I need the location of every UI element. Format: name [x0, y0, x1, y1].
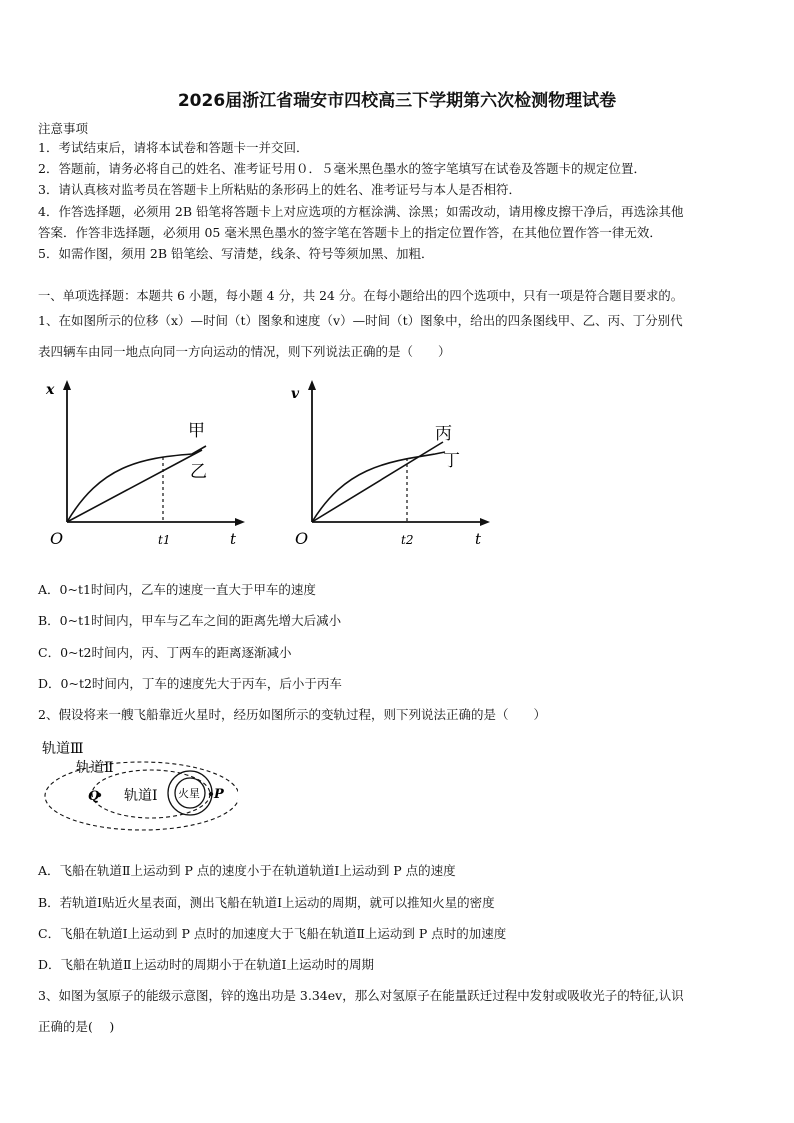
curve-ding: [312, 452, 445, 522]
origin-label: O: [295, 529, 309, 548]
notice-item: 3．请认真核对监考员在答题卡上所粘贴的条形码上的姓名、准考证号与本人是否相符．: [38, 182, 521, 197]
notice-item: 答案．作答非选择题，必须用 05 毫米黑色墨水的签字笔在答题卡上的指定位置作答，在其他位置作答一律无效．: [38, 225, 662, 240]
question-3-stem: 正确的是( ): [38, 1019, 115, 1034]
option-a: A．0~t1时间内，乙车的速度一直大于甲车的速度: [38, 582, 316, 597]
question-2-stem: 2、假设将来一艘飞船靠近火星时，经历如图所示的变轨过程，则下列说法正确的是（ ）: [38, 707, 546, 722]
orbit-diagram: [38, 736, 238, 836]
curve-bing-label: 丙: [435, 424, 452, 444]
option-b: B．若轨道Ⅰ贴近火星表面，测出飞船在轨道Ⅰ上运动的周期，就可以推知火星的密度: [38, 895, 495, 910]
t2-label: t2: [401, 533, 414, 547]
notice-heading: 注意事项: [38, 121, 89, 136]
xt-graph: [40, 374, 250, 554]
option-d: D．0~t2时间内，丁车的速度先大于丙车，后小于丙车: [38, 676, 342, 691]
option-b: B．0~t1时间内，甲车与乙车之间的距离先增大后减小: [38, 613, 342, 628]
x-axis-label: t: [475, 530, 482, 548]
x-axis-label: t: [230, 530, 237, 548]
option-d: D．飞船在轨道Ⅱ上运动时的周期小于在轨道Ⅰ上运动时的周期: [38, 957, 374, 972]
y-axis-label: v: [291, 386, 300, 402]
orbit-1-label: 轨道Ⅰ: [124, 788, 158, 804]
notice-item: 5．如需作图，须用 2B 铅笔绘、写清楚，线条、符号等须加黑、加粗．: [38, 246, 434, 261]
question-1-stem: 表四辆车由同一地点向同一方向运动的情况，则下列说法正确的是（ ）: [38, 344, 451, 359]
x-axis-arrow: [63, 380, 71, 390]
notice-item: 4．作答选择题，必须用 2B 铅笔将答题卡上对应选项的方框涂满、涂黑；如需改动，请用橡皮擦干净后，再选涂其他: [38, 204, 684, 219]
curve-bing: [312, 442, 443, 522]
orbit-3-label: 轨道Ⅲ: [42, 741, 84, 757]
question-3-stem: 3、如图为氢原子的能级示意图，锌的逸出功是 3.34ev，那么对氢原子在能量跃迁过程中发射或吸收光子的特征,认识: [38, 988, 684, 1003]
curve-yi-label: 乙: [190, 462, 207, 482]
vt-graph: [285, 374, 495, 554]
section-heading: 一、单项选择题：本题共 6 小题，每小题 4 分，共 24 分。在每小题给出的四个选项中，只有一项是符合题目要求的。: [38, 289, 683, 303]
t-axis-arrow: [480, 518, 490, 526]
exam-title: 2026届浙江省瑞安市四校高三下学期第六次检测物理试卷: [177, 91, 617, 111]
curve-jia-label: 甲: [188, 421, 205, 441]
point-p-dot: [209, 792, 213, 796]
curve-yi-line: [67, 450, 202, 522]
point-p-label: P: [214, 787, 224, 802]
v-axis-arrow: [308, 380, 316, 390]
y-axis-label: x: [46, 382, 55, 398]
option-a: A．飞船在轨道Ⅱ上运动到 P 点的速度小于在轨道轨道Ⅰ上运动到 P 点的速度: [38, 863, 456, 878]
notice-item: 1．考试结束后，请将本试卷和答题卡一并交回．: [38, 140, 309, 155]
option-c: C．飞船在轨道Ⅰ上运动到 P 点时的加速度大于飞船在轨道Ⅱ上运动到 P 点时的加速度: [38, 926, 507, 941]
t1-label: t1: [158, 533, 171, 547]
orbit-2-label: 轨道Ⅱ: [76, 760, 114, 776]
mars-label: 火星: [178, 787, 200, 800]
question-1-stem: 1、在如图所示的位移（x）—时间（t）图象和速度（v）—时间（t）图象中，给出的四条图线甲、乙、丙、丁分别代: [38, 313, 683, 328]
point-q-label: Q: [88, 789, 100, 804]
t-axis-arrow: [235, 518, 245, 526]
origin-label: O: [50, 529, 64, 548]
option-c: C．0~t2时间内，丙、丁两车的距离逐渐减小: [38, 645, 292, 660]
curve-ding-label: 丁: [443, 451, 460, 471]
notice-item: 2．答题前，请务必将自己的姓名、准考证号用０．５毫米黑色墨水的签字笔填写在试卷及答题卡的规定位置．: [38, 161, 646, 176]
